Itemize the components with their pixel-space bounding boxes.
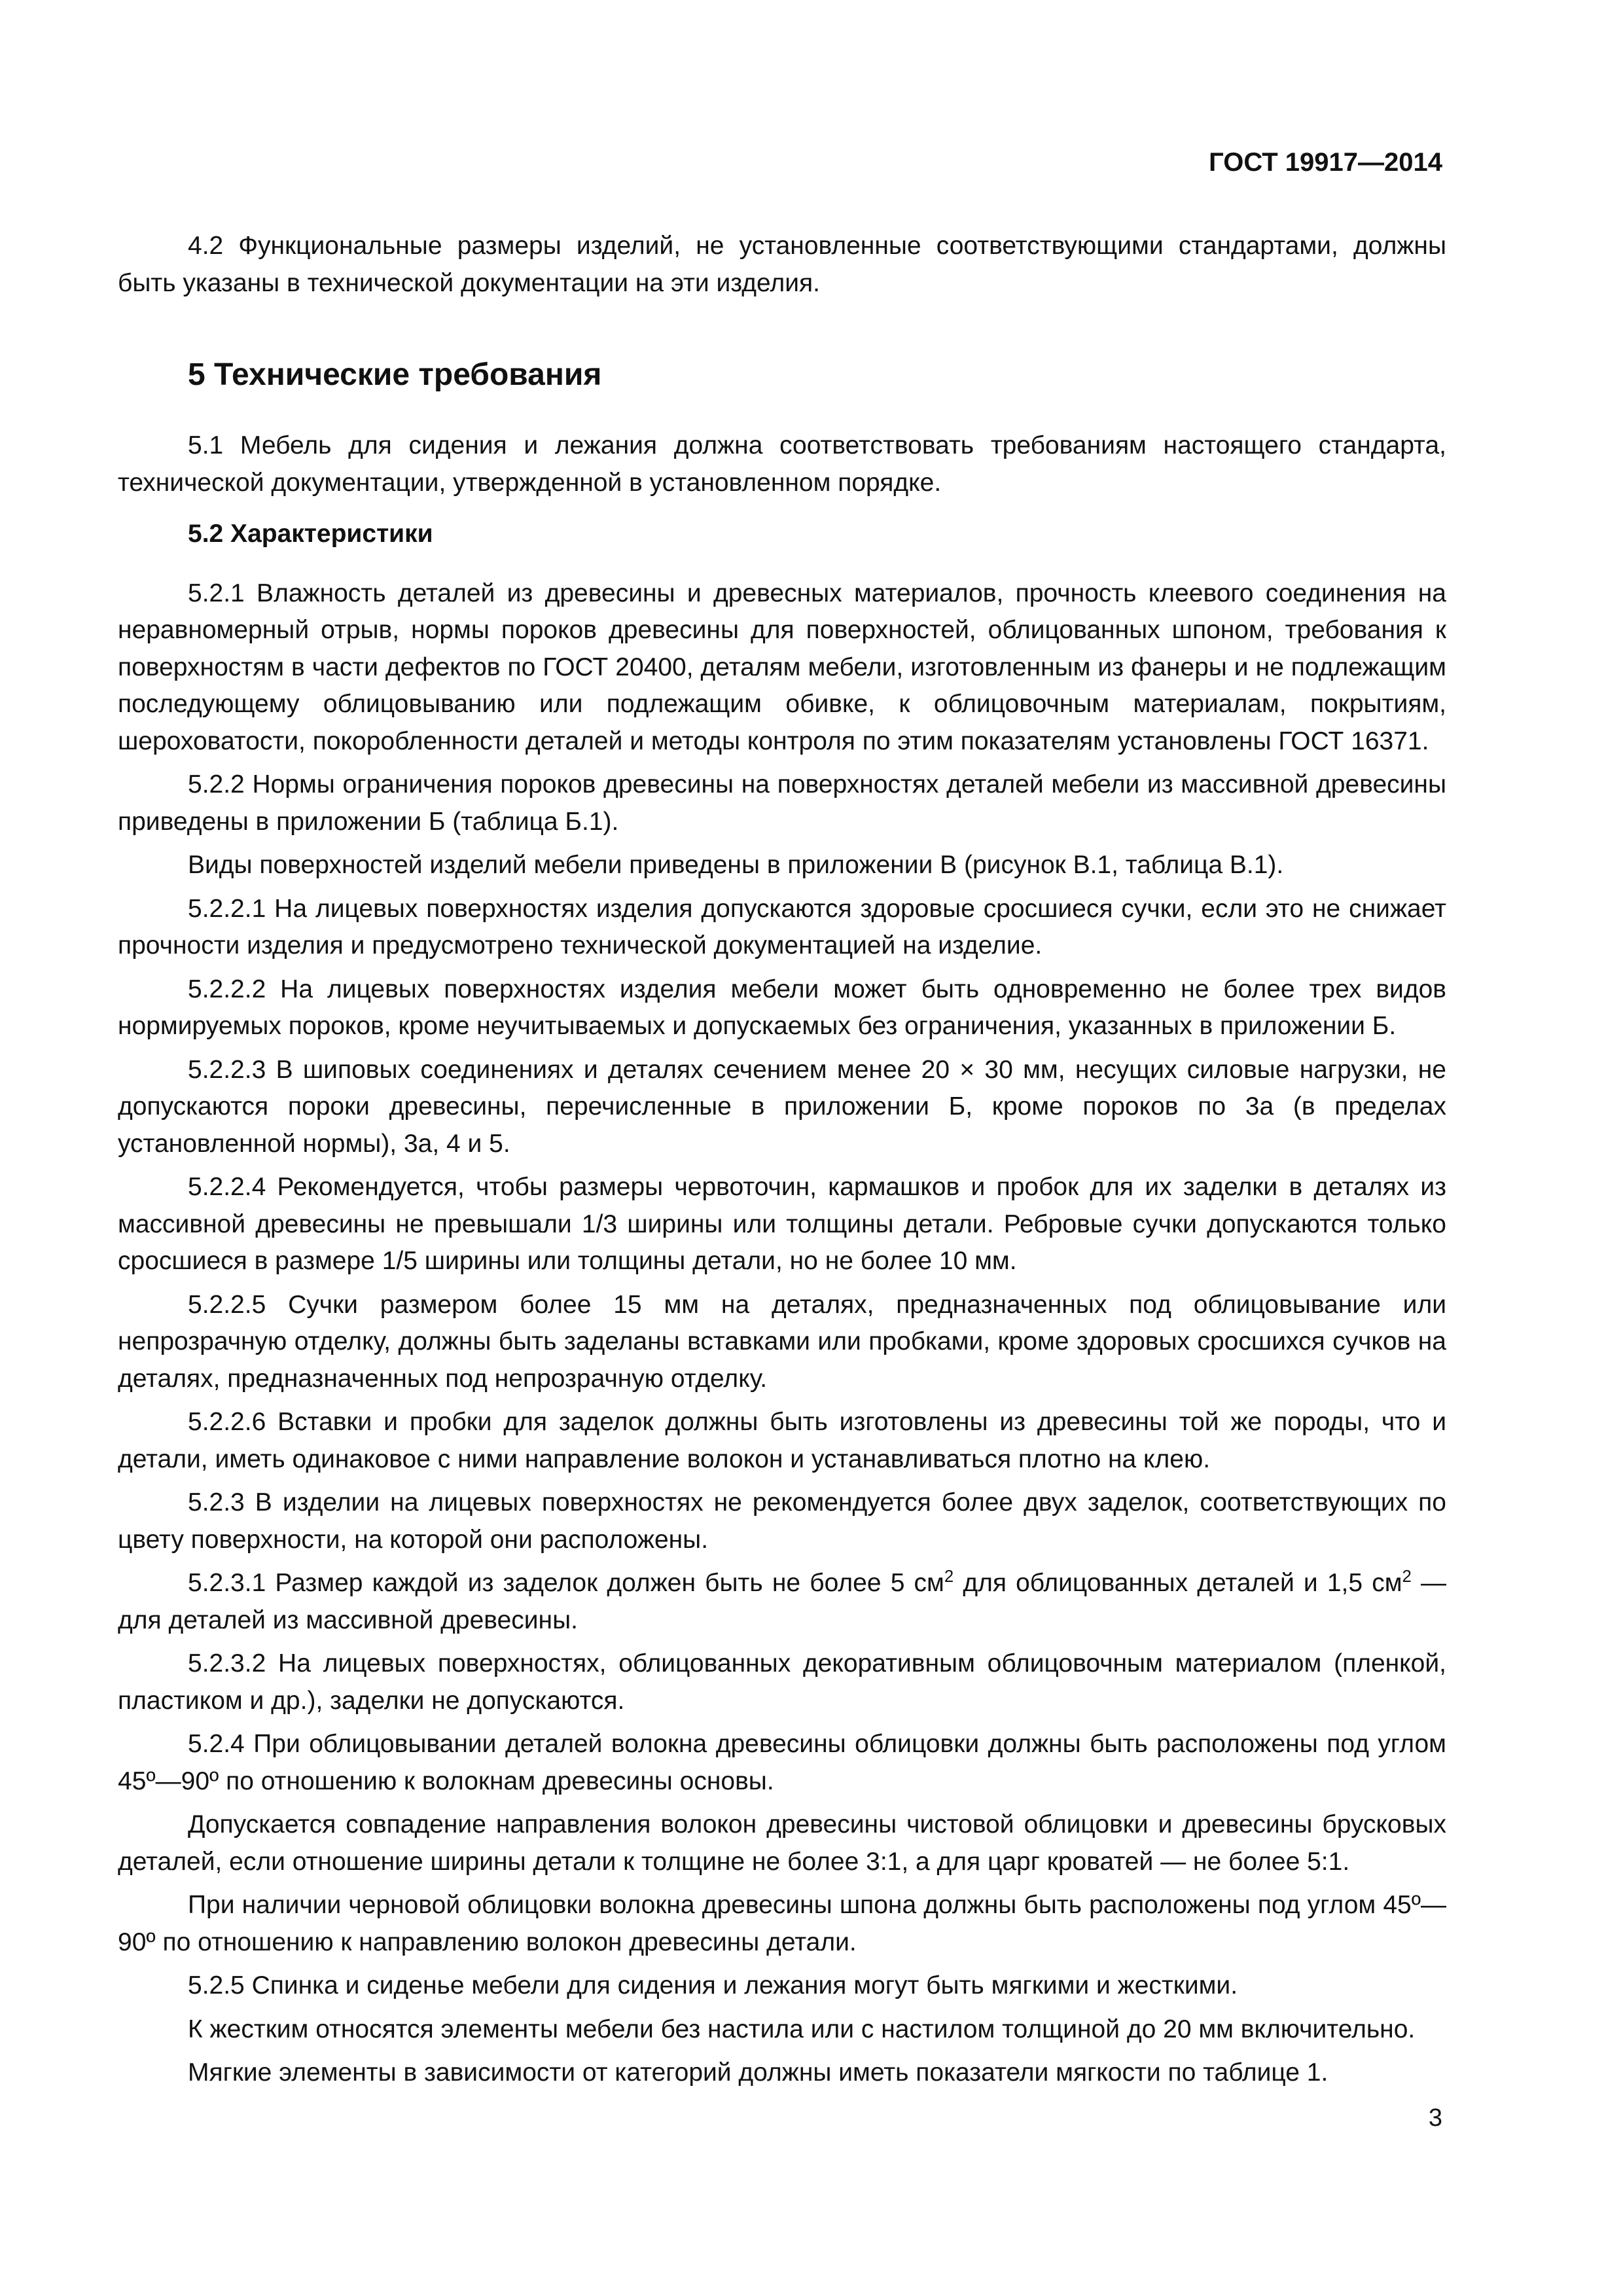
text-segment: — для деталей из массивной древесины. (118, 1569, 1446, 1634)
paragraph-5-2-3-1 (118, 1565, 1446, 1639)
paragraph-5-2-2: 5.2.2 Нормы ограничения пороков древесины на поверхностях деталей мебели из массивной древесины приведены в приложении Б (таблица Б.1). (118, 770, 1446, 836)
paragraph-5-2-2-3: 5.2.2.3 В шиповых соединениях и деталях сечением менее 20 × 30 мм, несущих силовые нагрузки, не допускаются пороки древесины, перечисленные в приложении Б, кроме пороков по 3а (в пределах установленной нормы), 3а, 4 и 5. (118, 1055, 1446, 1158)
subsection-title: 5.2 Характеристики (188, 520, 433, 548)
paragraph-hard-elements: К жестким относятся элементы мебели без настила или с настилом толщиной до 20 мм включительно. (188, 2015, 1416, 2043)
paragraph-5-2-2-6: 5.2.2.6 Вставки и пробки для заделок должны быть изготовлены из древесины той же породы, что и детали, иметь одинаковое с ними направление волокон и устанавливаться плотно на клею. (118, 1408, 1446, 1473)
paragraph-5-2-3: 5.2.3 В изделии на лицевых поверхностях не рекомендуется более двух заделок, соответствующих по цвету поверхности, на которой они расположены. (118, 1488, 1446, 1554)
paragraph-5-2-2-4: 5.2.2.4 Рекомендуется, чтобы размеры червоточин, кармашков и пробок для их заделки в деталях из массивной древесины не превышали 1/3 ширины или толщины детали. Ребровые сучки допускаются только сросшиеся в размере 1/5 ширины или толщины детали, но не более 10 мм. (118, 1173, 1446, 1275)
paragraph-veneer-allowance: Допускается совпадение направления волокон древесины чистовой облицовки и древесины брусковых деталей, если отношение ширины детали к толщине не более 3:1, а для царг кроватей — не более 5:1. (118, 1810, 1446, 1876)
paragraph-5-2-5: 5.2.5 Спинка и сиденье мебели для сидения и лежания могут быть мягкими и жесткими. (188, 1971, 1238, 2000)
paragraph-surface-types: Виды поверхностей изделий мебели приведены в приложении В (рисунок В.1, таблица В.1). (188, 851, 1284, 879)
paragraph-rough-veneer: При наличии черновой облицовки волокна древесины шпона должны быть расположены под углом 45º—90º по отношению к направлению волокон древесины детали. (118, 1891, 1446, 1956)
paragraph-5-2-3-2: 5.2.3.2 На лицевых поверхностях, облицованных декоративным облицовочным материалом (пленкой, пластиком и др.), заделки не допускаются. (118, 1649, 1446, 1715)
text-segment: 5.2.3.1 Размер каждой из заделок должен быть не более 5 см (188, 1569, 944, 1597)
paragraph-5-2-2-2: 5.2.2.2 На лицевых поверхностях изделия мебели может быть одновременно не более трех видов нормируемых пороков, кроме неучитываемых и допускаемых без ограничения, указанных в приложении Б. (118, 975, 1446, 1040)
section-title: 5 Технические требования (188, 357, 602, 392)
document-header: ГОСТ 19917—2014 (1209, 148, 1442, 177)
text-segment: для облицованных деталей и 1,5 см (954, 1569, 1402, 1597)
body-text (118, 228, 1446, 2098)
paragraph-5-1: 5.1 Мебель для сидения и лежания должна соответствовать требованиям настоящего стандарта, технической документации, утвержденной в установленном порядке. (118, 431, 1446, 497)
page-number: 3 (1428, 2104, 1442, 2132)
paragraph-soft-elements: Мягкие элементы в зависимости от категорий должны иметь показатели мягкости по таблице 1. (188, 2058, 1329, 2087)
paragraph-5-2-1: 5.2.1 Влажность деталей из древесины и древесных материалов, прочность клеевого соединения на неравномерный отрыв, нормы пороков древесины для поверхностей, облицованных шпоном, требования к поверхностям в части дефектов по ГОСТ 20400, деталям мебели, изготовленным из фанеры и не подлежащим последующему облицовыванию или подлежащим обивке, к облицовочным материалам, покрытиям, шероховатости, покоробленности деталей и методы контроля по этим показателям установлены ГОСТ 16371. (118, 579, 1446, 755)
superscript: 2 (1402, 1567, 1412, 1586)
paragraph-5-2-4: 5.2.4 При облицовывании деталей волокна древесины облицовки должны быть расположены под углом 45º—90º по отношению к волокнам древесины основы. (118, 1730, 1446, 1795)
superscript: 2 (944, 1567, 954, 1586)
paragraph-5-2-2-1: 5.2.2.1 На лицевых поверхностях изделия допускаются здоровые сросшиеся сучки, если это не снижает прочности изделия и предусмотрено технической документацией на изделие. (118, 894, 1446, 960)
paragraph-5-2-2-5: 5.2.2.5 Сучки размером более 15 мм на деталях, предназначенных под облицовывание или непрозрачную отделку, должны быть заделаны вставками или пробками, кроме здоровых сросшихся сучков на деталях, предназначенных под непрозрачную отделку. (118, 1290, 1446, 1393)
paragraph-4-2: 4.2 Функциональные размеры изделий, не установленные соответствующими стандартами, должны быть указаны в технической документации на эти изделия. (118, 232, 1446, 297)
